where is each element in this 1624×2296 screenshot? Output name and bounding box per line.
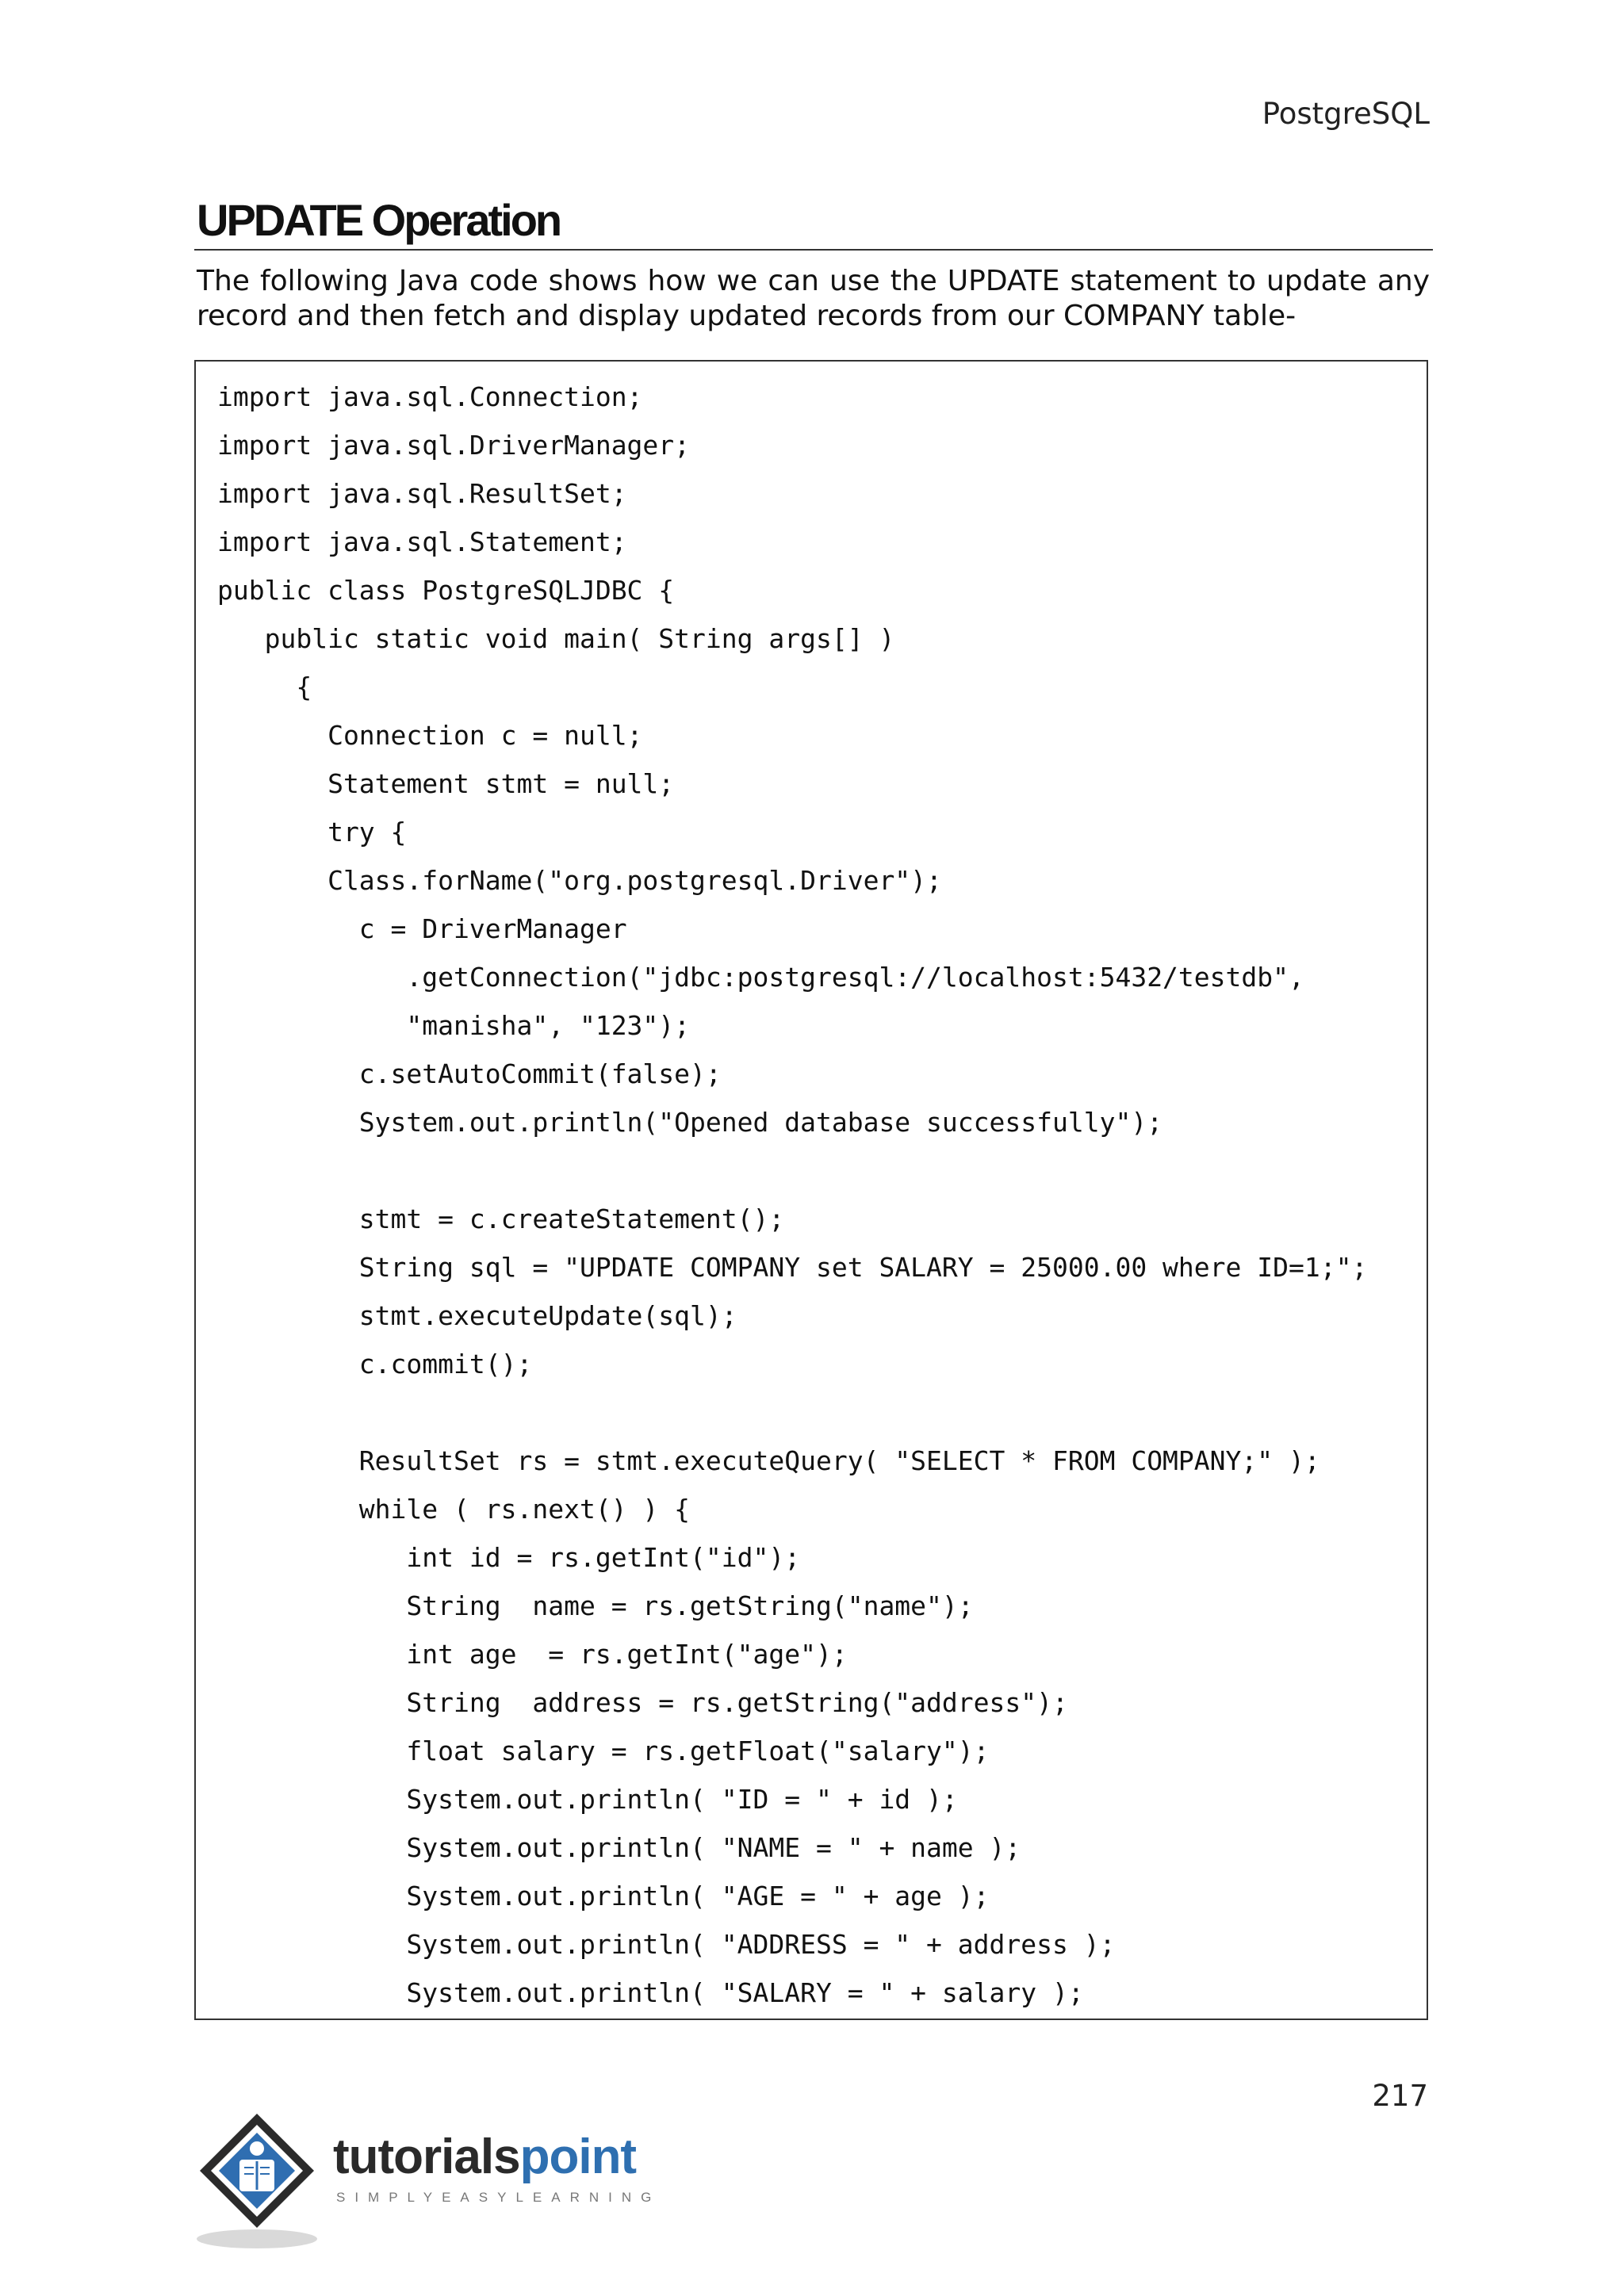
code-block bbox=[194, 360, 1428, 2020]
code-line: int id = rs.getInt("id"); bbox=[217, 1542, 801, 1573]
logo-wordmark bbox=[333, 2130, 636, 2185]
code-line: Class.forName("org.postgresql.Driver"); bbox=[217, 865, 942, 896]
code-line: System.out.println( "ADDRESS = " + address ); bbox=[217, 1929, 1116, 1960]
code-line: .getConnection("jdbc:postgresql://localhost:5432/testdb", bbox=[217, 962, 1304, 993]
code-line: c.commit(); bbox=[217, 1349, 533, 1380]
code-line: System.out.println( "ID = " + id ); bbox=[217, 1784, 958, 1815]
code-line: import java.sql.Statement; bbox=[217, 526, 627, 557]
intro-paragraph: The following Java code shows how we can use the UPDATE statement to update any record and then fetch and display updated records from our COMPANY table- bbox=[197, 265, 1430, 332]
code-line: ResultSet rs = stmt.executeQuery( "SELECT * FROM COMPANY;" ); bbox=[217, 1445, 1320, 1476]
code-line: import java.sql.Connection; bbox=[217, 381, 643, 412]
title-underline bbox=[194, 249, 1433, 251]
code-line: c.setAutoCommit(false); bbox=[217, 1058, 722, 1089]
code-line: stmt = c.createStatement(); bbox=[217, 1203, 785, 1234]
logo-tagline: SIMPLYEASYLEARNING bbox=[336, 2190, 661, 2205]
code-line: Connection c = null; bbox=[217, 720, 643, 751]
code-line: System.out.println( "SALARY = " + salary ); bbox=[217, 1977, 1084, 2008]
code-line: String address = rs.getString("address"); bbox=[217, 1687, 1068, 1718]
code-line: "manisha", "123"); bbox=[217, 1010, 691, 1041]
code-line: stmt.executeUpdate(sql); bbox=[217, 1300, 737, 1331]
tutorialspoint-logo bbox=[193, 2107, 669, 2252]
code-line: String sql = "UPDATE COMPANY set SALARY = 25000.00 where ID=1;"; bbox=[217, 1252, 1368, 1283]
code-line: c = DriverManager bbox=[217, 913, 627, 944]
code-line: try { bbox=[217, 817, 407, 848]
code-line: int age = rs.getInt("age"); bbox=[217, 1639, 848, 1670]
code-line: import java.sql.DriverManager; bbox=[217, 430, 691, 461]
code-line: System.out.println("Opened database successfully"); bbox=[217, 1107, 1163, 1138]
code-line: public static void main( String args[] ) bbox=[217, 623, 895, 654]
code-line: while ( rs.next() ) { bbox=[217, 1494, 691, 1525]
code-line: import java.sql.ResultSet; bbox=[217, 478, 627, 509]
code-line: System.out.println( "NAME = " + name ); bbox=[217, 1832, 1021, 1863]
page-number: 217 bbox=[1372, 2079, 1428, 2113]
code-line: String name = rs.getString("name"); bbox=[217, 1590, 974, 1621]
code-line: float salary = rs.getFloat("salary"); bbox=[217, 1735, 990, 1766]
logo-wordmark-part2: point bbox=[519, 2130, 637, 2184]
running-header: PostgreSQL bbox=[1262, 97, 1430, 131]
code-line: { bbox=[217, 672, 312, 702]
code-line: public class PostgreSQLJDBC { bbox=[217, 575, 675, 606]
section-title: UPDATE Operation bbox=[197, 195, 561, 245]
logo-wordmark-part1: tutorials bbox=[333, 2130, 520, 2184]
logo-emblem-icon bbox=[193, 2107, 336, 2252]
code-line: Statement stmt = null; bbox=[217, 768, 675, 799]
code-line: System.out.println( "AGE = " + age ); bbox=[217, 1881, 990, 1911]
